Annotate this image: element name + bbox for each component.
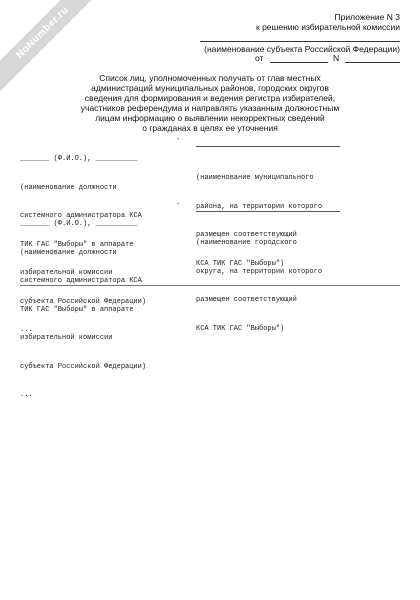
district-caption-line: района, на территории которого bbox=[196, 202, 323, 211]
ellipsis: ... bbox=[20, 326, 33, 334]
date-label: от bbox=[255, 53, 264, 63]
date-line bbox=[270, 62, 328, 63]
district-caption-line: (наименование городского bbox=[196, 239, 297, 247]
position-line: избирательной комиссии bbox=[20, 334, 113, 342]
document-title bbox=[60, 73, 360, 133]
number-label: N bbox=[333, 53, 340, 63]
ellipsis: ... bbox=[20, 391, 33, 399]
dash-1: - bbox=[176, 136, 181, 144]
title-line: администраций муниципальных районов, городских округов bbox=[91, 83, 329, 93]
title-line: сведения для формирования и ведения регистра избирателей, bbox=[84, 93, 336, 103]
title-line: участников референдума и направлять указанным должностным bbox=[80, 103, 340, 113]
fio-line: _______ (Ф.И.О.), __________ bbox=[20, 155, 138, 163]
district-caption-line: (наименование муниципального bbox=[196, 174, 314, 182]
title-line: лицам информацию о выявлении некорректных сведений bbox=[95, 113, 325, 123]
position-line: (наименование должности bbox=[20, 248, 117, 257]
person-entry-2 bbox=[20, 201, 146, 410]
fio-line: _______ (Ф.И.О.), __________ bbox=[20, 220, 138, 228]
district-caption-line: размещен соответствующий bbox=[196, 296, 297, 304]
title-line: о гражданах в целях ее уточнения bbox=[142, 123, 278, 133]
page-bottom-rule bbox=[20, 285, 400, 286]
position-line: системного администратора КСА bbox=[20, 212, 142, 220]
subject-name-caption: (наименование субъекта Российской Федерации) bbox=[204, 44, 400, 54]
position-line: системного администратора КСА bbox=[20, 277, 142, 285]
district-caption-line: округа, на территории которого bbox=[196, 267, 323, 276]
appendix-reference: к решению избирательной комиссии bbox=[256, 22, 400, 32]
position-line: (наименование должности bbox=[20, 183, 117, 192]
subject-name-line bbox=[200, 41, 400, 42]
position-line: субъекта Российской Федерации) bbox=[20, 362, 147, 371]
number-line bbox=[345, 62, 400, 63]
district-caption-line: КСА ТИК ГАС "Выборы") bbox=[196, 324, 285, 333]
dash-2: - bbox=[176, 201, 181, 209]
district-caption-line: размещен соответствующий bbox=[196, 231, 297, 239]
district-caption-line: КСА ТИК ГАС "Выборы") bbox=[196, 259, 285, 268]
appendix-number: Приложение N 3 bbox=[334, 12, 400, 22]
position-line: ТИК ГАС "Выборы" в аппарате bbox=[20, 240, 134, 249]
position-line: избирательной комиссии bbox=[20, 269, 113, 277]
city-district-entry-2 bbox=[196, 201, 322, 344]
watermark-ribbon: NoNumber.ru bbox=[0, 0, 104, 94]
position-line: ТИК ГАС "Выборы" в аппарате bbox=[20, 305, 134, 314]
position-line: субъекта Российской Федерации) bbox=[20, 297, 147, 306]
title-line: Список лиц, уполномоченных получать от глав местных bbox=[99, 73, 321, 83]
